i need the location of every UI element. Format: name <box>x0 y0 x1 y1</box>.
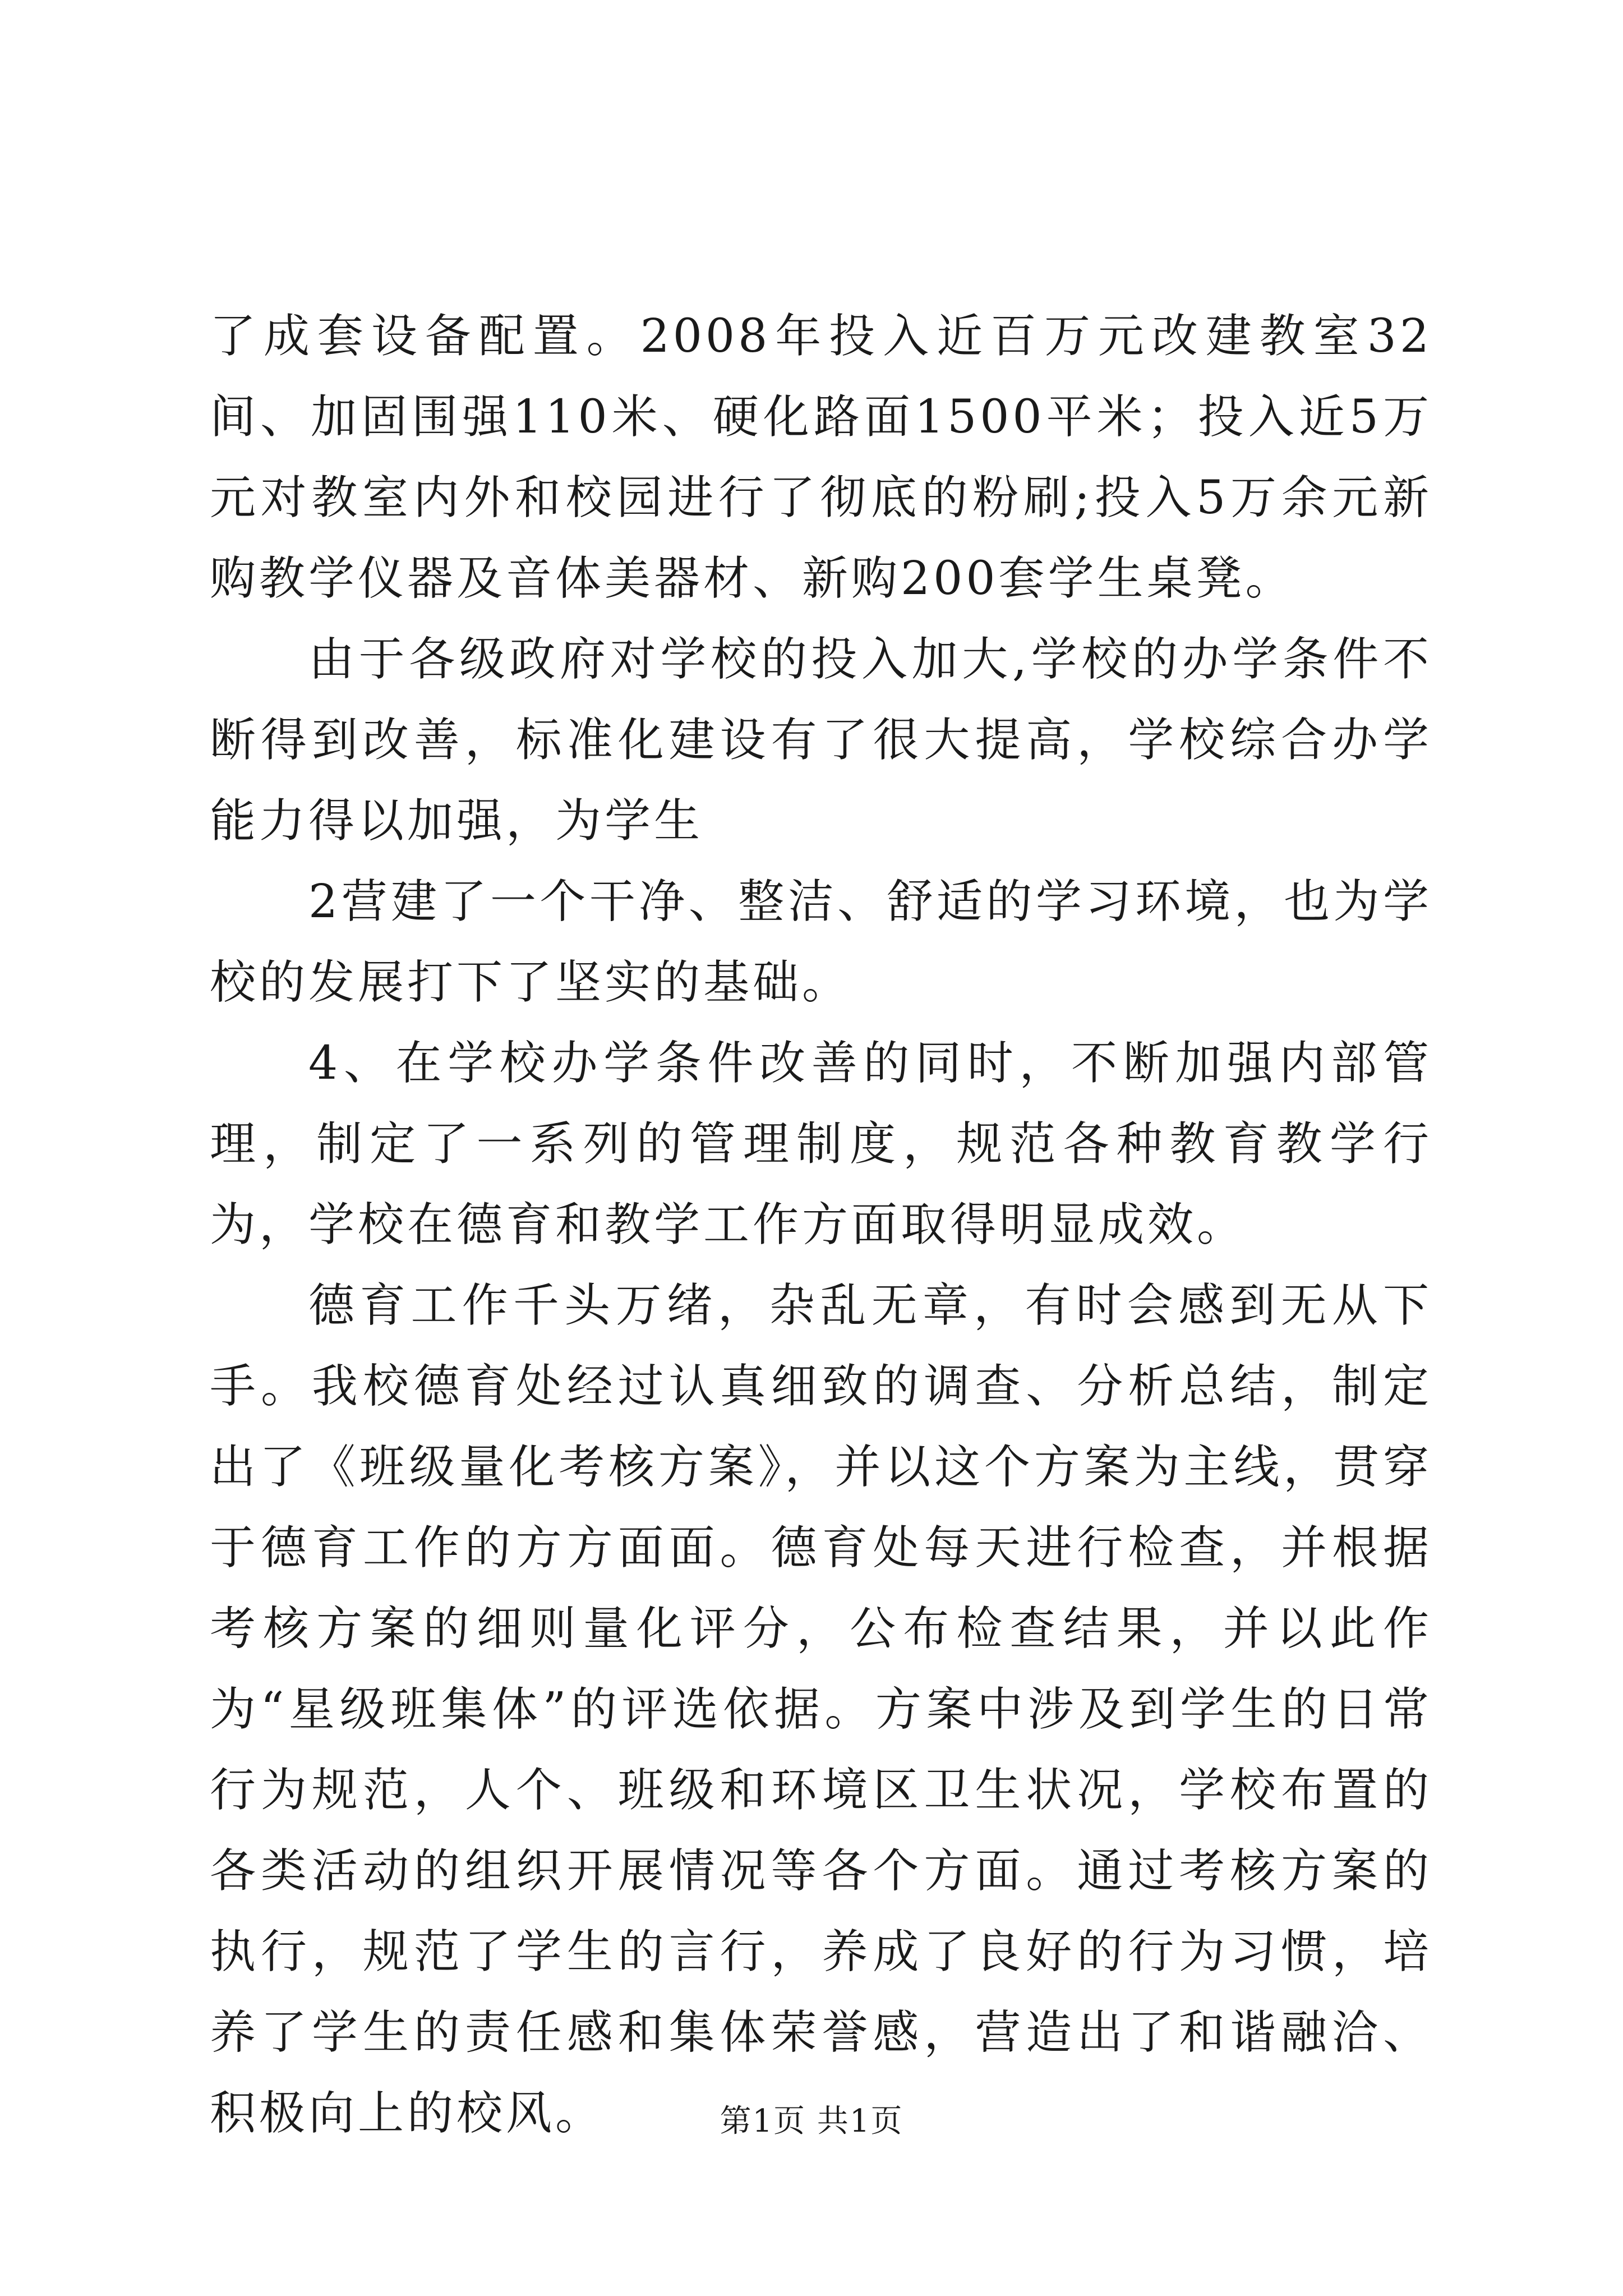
paragraph-1: 了成套设备配置。2008年投入近百万元改建教室32间、加固围强110米、硬化路面1500平米；投入近5万元对教室内外和校园进行了彻底的粉刷;投入5万余元新购教学仪器及音体美器材、新购200套学生桌凳。 <box>210 310 1432 605</box>
page-footer: 第1页 共1页 <box>720 2103 903 2139</box>
paragraph-2: 由于各级政府对学校的投入加大,学校的办学条件不断得到改善，标准化建设有了很大提高，学校综合办学能力得以加强，为学生 <box>210 633 1432 848</box>
paragraph-5: 德育工作千头万绪，杂乱无章，有时会感到无从下手。我校德育处经过认真细致的调查、分析总结，制定出了《班级量化考核方案》，并以这个方案为主线，贯穿于德育工作的方方面面。德育处每天进行检查，并根据考核方案的细则量化评分，公布检查结果，并以此作为“星级班集体”的评选依据。方案中涉及到学生的日常行为规范，人个、班级和环境区卫生状况，学校布置的各类活动的组织开展情况等各个方面。通过考核方案的执行，规范了学生的言行，养成了良好的行为习惯，培养了学生的责任感和集体荣誉感，营造出了和谐融洽、积极向上的校风。 <box>210 1279 1432 2140</box>
document-body <box>210 296 1432 2154</box>
paragraph-4: 4、在学校办学条件改善的同时，不断加强内部管理，制定了一系列的管理制度，规范各种教育教学行为，学校在德育和教学工作方面取得明显成效。 <box>210 1037 1432 1251</box>
paragraph-3: 2营建了一个干净、整洁、舒适的学习环境，也为学校的发展打下了坚实的基础。 <box>210 875 1432 1009</box>
